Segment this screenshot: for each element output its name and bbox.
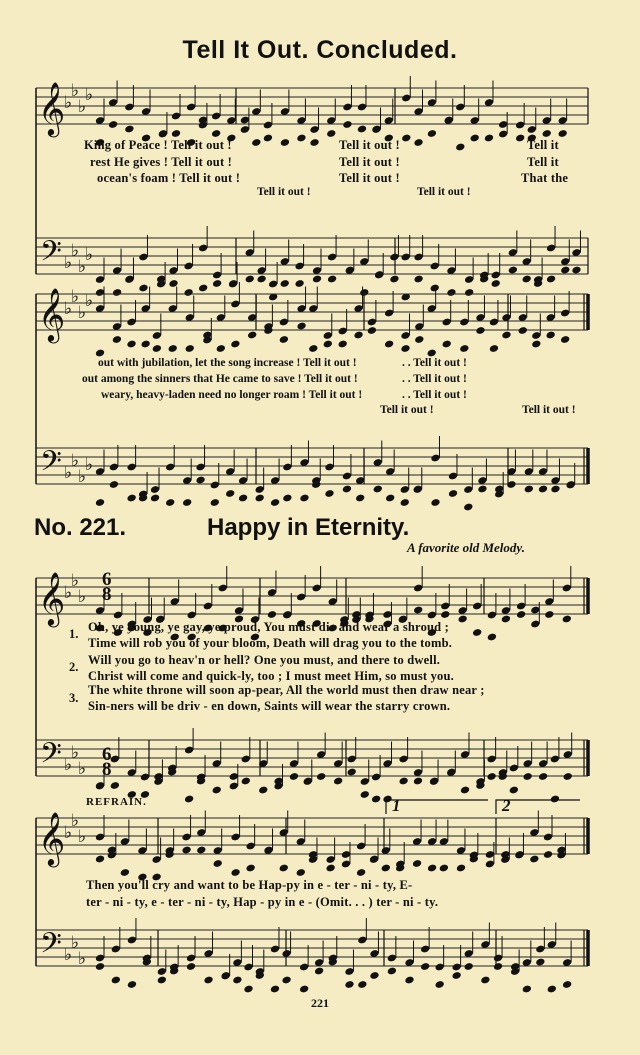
lyric-s1-v2-c: Tell it <box>527 155 559 169</box>
note-head <box>171 129 181 138</box>
note-head <box>299 985 309 994</box>
treble-clef-icon: 𝄞 <box>38 287 66 341</box>
bass-clef-icon: 𝄢 <box>40 235 62 275</box>
note-head <box>413 606 423 615</box>
flat-icon: ♭ <box>71 451 80 471</box>
note-head <box>210 498 220 507</box>
note-head <box>157 976 167 985</box>
note-head <box>524 485 534 494</box>
treble-clef-icon: 𝄞 <box>38 811 66 865</box>
note-head <box>389 275 399 284</box>
note-head <box>111 976 121 985</box>
flat-icon: ♭ <box>78 257 87 277</box>
note-head <box>112 335 122 344</box>
note-head <box>562 615 572 624</box>
note-head <box>230 340 240 349</box>
note-head <box>299 494 309 503</box>
note-head <box>212 279 222 288</box>
lyric-s2-v2-b: . . Tell it out ! <box>402 373 467 385</box>
note-head <box>430 498 440 507</box>
note-head <box>110 781 120 790</box>
note-head <box>571 266 581 275</box>
note-head <box>369 971 379 980</box>
note-head <box>464 962 474 971</box>
note-head <box>196 846 206 855</box>
note-head <box>198 284 208 293</box>
note-head <box>152 344 162 353</box>
flat-icon: ♭ <box>78 303 87 323</box>
note-head <box>95 855 105 864</box>
verse-line-3b: Sin-ners will be driv - en down, Saints will wear the starry crown. <box>88 699 451 713</box>
bass-lyric-s2-b: Tell it out ! <box>522 404 576 416</box>
note-head <box>400 498 410 507</box>
note-head <box>531 340 541 349</box>
lyric-s1-v3-b: Tell it out ! <box>339 171 400 185</box>
note-head <box>333 777 343 786</box>
note-head <box>127 980 137 989</box>
note-head <box>325 864 335 873</box>
note-head <box>296 134 306 143</box>
note-head <box>501 615 511 624</box>
note-head <box>212 786 222 795</box>
note-head <box>427 129 437 138</box>
note-head <box>538 485 548 494</box>
note-head <box>282 494 292 503</box>
note-head <box>294 279 304 288</box>
bass-clef-icon: 𝄢 <box>40 445 62 485</box>
note-head <box>238 494 248 503</box>
note-head <box>279 335 289 344</box>
note-head <box>435 980 445 989</box>
note-head <box>455 143 465 152</box>
verse-line-2a: Will you go to heav'n or hell? One you must, and there to dwell. <box>88 653 441 667</box>
note-head <box>280 138 290 147</box>
note-head <box>367 326 377 335</box>
note-head <box>463 503 473 512</box>
lyric-s1-v3-c: That the <box>521 171 569 185</box>
note-head <box>255 494 265 503</box>
note-head <box>270 498 280 507</box>
flat-icon: ♭ <box>71 81 80 101</box>
note-head <box>360 790 370 799</box>
note-head <box>489 344 499 353</box>
note-head <box>323 340 333 349</box>
note-head <box>213 859 223 868</box>
note-head <box>385 494 395 503</box>
note-head <box>535 958 545 967</box>
note-head <box>446 288 456 297</box>
time-sig-treble: 6 8 <box>102 744 112 780</box>
note-head <box>442 340 452 349</box>
lyric-s2-v1-b: . . Tell it out ! <box>402 357 467 369</box>
note-head <box>308 344 318 353</box>
flat-icon: ♭ <box>71 933 80 953</box>
flat-icon: ♭ <box>78 949 87 969</box>
page-number: 221 <box>311 996 329 1010</box>
flat-icon: ♭ <box>71 811 80 831</box>
flat-icon: ♭ <box>64 253 73 273</box>
note-head <box>182 498 192 507</box>
lyric-s1-v1-a: King of Peace ! Tell it out ! <box>84 138 232 152</box>
flat-icon: ♭ <box>64 463 73 483</box>
note-head <box>356 868 366 877</box>
note-head <box>381 864 391 873</box>
flat-icon: ♭ <box>71 743 80 763</box>
note-head <box>529 855 539 864</box>
treble-clef-icon: 𝄞 <box>38 571 66 625</box>
note-head <box>327 275 337 284</box>
note-head <box>464 288 474 297</box>
note-head <box>309 138 319 147</box>
note-head <box>509 786 519 795</box>
flat-icon: ♭ <box>64 93 73 113</box>
note-head <box>186 962 196 971</box>
verse-number-2: 2. <box>69 660 79 674</box>
refrain-line-1: Then you'll cry and want to be Hap-py in e - ter - ni - ty, E- <box>86 878 413 892</box>
note-head <box>195 476 205 485</box>
time-sig-treble-top: 6 8 <box>102 569 112 605</box>
note-head <box>355 494 365 503</box>
note-head <box>448 489 458 498</box>
note-head <box>124 125 134 134</box>
note-head <box>501 331 511 340</box>
flat-icon: ♭ <box>64 299 73 319</box>
verse-line-1a: Oh, ye young, ye gay, ye proud, You must die and wear a shroud ; <box>88 620 450 634</box>
lyric-s1-v2-b: Tell it out ! <box>339 155 400 169</box>
note-head <box>247 331 257 340</box>
note-head <box>216 344 226 353</box>
note-head <box>413 138 423 147</box>
note-head <box>232 976 242 985</box>
note-head <box>225 489 235 498</box>
note-head <box>241 777 251 786</box>
note-head <box>258 786 268 795</box>
note-head <box>326 129 336 138</box>
lyric-s1-v1-b: Tell it out ! <box>339 138 400 152</box>
note-head <box>184 795 194 804</box>
note-head <box>181 846 191 855</box>
note-head <box>312 275 322 284</box>
note-head <box>150 494 160 503</box>
note-head <box>543 850 553 859</box>
flat-icon: ♭ <box>71 571 80 591</box>
note-head <box>270 985 280 994</box>
note-head <box>314 967 324 976</box>
note-head <box>420 962 430 971</box>
note-head <box>316 772 326 781</box>
ending-2-label: 2 <box>502 796 511 815</box>
note-head <box>95 498 105 507</box>
note-head <box>460 786 470 795</box>
note-head <box>126 494 136 503</box>
note-head <box>560 335 570 344</box>
note-head <box>344 980 354 989</box>
note-head <box>440 610 450 619</box>
note-head <box>373 485 383 494</box>
note-head <box>414 335 424 344</box>
bass-clef-icon: 𝄢 <box>40 737 62 777</box>
note-head <box>413 275 423 284</box>
hymn-number: No. 221. <box>34 514 127 541</box>
flat-icon: ♭ <box>64 945 73 965</box>
note-head <box>508 266 518 275</box>
note-head <box>112 288 122 297</box>
note-head <box>470 134 480 143</box>
note-head <box>342 485 352 494</box>
note-head <box>384 340 394 349</box>
note-head <box>243 985 253 994</box>
note-head <box>400 344 410 353</box>
flat-icon: ♭ <box>85 455 94 475</box>
note-head <box>168 344 178 353</box>
note-head <box>353 331 363 340</box>
note-head <box>371 795 381 804</box>
note-head <box>427 864 437 873</box>
lyric-s2-v3-b: . . Tell it out ! <box>402 389 467 401</box>
note-head <box>493 962 503 971</box>
hymn-subtitle: A favorite old Melody. <box>407 540 525 555</box>
note-head <box>475 326 485 335</box>
note-head <box>263 134 273 143</box>
lyric-s1-v2-a: rest He gives ! Tell it out ! <box>90 155 233 169</box>
note-head <box>404 976 414 985</box>
note-head <box>518 326 528 335</box>
flat-icon: ♭ <box>78 827 87 847</box>
note-head <box>522 275 532 284</box>
note-head <box>140 340 150 349</box>
note-head <box>246 864 256 873</box>
note-head <box>515 134 525 143</box>
note-head <box>562 980 572 989</box>
ending-bracket-1 <box>386 800 488 814</box>
note-head <box>387 967 397 976</box>
note-head <box>451 971 461 980</box>
note-head <box>558 129 568 138</box>
note-head <box>546 275 556 284</box>
note-head <box>472 628 482 637</box>
flat-icon: ♭ <box>78 587 87 607</box>
note-head <box>296 868 306 877</box>
note-head <box>491 279 501 288</box>
bass-clef-icon: 𝄢 <box>40 927 62 967</box>
lyric-s2-v1-a: out with jubilation, let the song increase ! Tell it out ! <box>98 357 357 369</box>
note-head <box>458 615 468 624</box>
bass-lyric-s1-a: Tell it out ! <box>257 186 311 198</box>
page-title: Tell It Out. Concluded. <box>182 36 458 64</box>
flat-icon: ♭ <box>85 291 94 311</box>
note-head <box>550 795 560 804</box>
note-head <box>211 129 221 138</box>
note-head <box>398 777 408 786</box>
note-head <box>563 772 573 781</box>
note-head <box>401 134 411 143</box>
verse-line-2b: Christ will come and quick-ly, too ; I must meet Him, so must you. <box>88 669 454 683</box>
note-head <box>486 772 496 781</box>
note-head <box>256 275 266 284</box>
ending-1-label: 1 <box>392 796 401 815</box>
note-head <box>542 129 552 138</box>
note-head <box>456 864 466 873</box>
flat-icon: ♭ <box>64 755 73 775</box>
flat-icon: ♭ <box>78 467 87 487</box>
note-head <box>459 344 469 353</box>
bass-lyric-s2-a: Tell it out ! <box>380 404 434 416</box>
flat-icon: ♭ <box>78 97 87 117</box>
note-head <box>560 266 570 275</box>
note-head <box>183 288 193 297</box>
note-head <box>289 772 299 781</box>
note-head <box>138 284 148 293</box>
verse-line-1b: Time will rob you of your bloom, Death will drag you to the tomb. <box>88 636 453 650</box>
treble-clef-icon: 𝄞 <box>38 81 66 135</box>
note-head <box>545 331 555 340</box>
refrain-label: REFRAIN. <box>86 796 147 808</box>
note-head <box>547 985 557 994</box>
note-head <box>108 120 118 129</box>
lyric-s1-v3-a: ocean's foam ! Tell it out ! <box>97 171 241 185</box>
note-head <box>203 976 213 985</box>
note-head <box>484 134 494 143</box>
flat-icon: ♭ <box>64 583 73 603</box>
note-head <box>342 120 352 129</box>
note-head <box>251 138 261 147</box>
note-head <box>280 279 290 288</box>
verse-number-3: 3. <box>69 691 79 705</box>
note-head <box>347 768 357 777</box>
note-head <box>120 868 130 877</box>
note-head <box>413 777 423 786</box>
flat-icon: ♭ <box>71 241 80 261</box>
note-head <box>538 772 548 781</box>
note-head <box>126 340 136 349</box>
note-head <box>522 985 532 994</box>
note-head <box>544 610 554 619</box>
note-head <box>185 344 195 353</box>
note-head <box>357 125 367 134</box>
note-head <box>95 962 105 971</box>
lyric-s2-v2-a: out among the sinners that He came to save ! Tell it out ! <box>82 373 358 385</box>
flat-icon: ♭ <box>85 85 94 105</box>
note-head <box>516 610 526 619</box>
note-head <box>430 284 440 293</box>
note-head <box>487 633 497 642</box>
note-head <box>296 322 306 331</box>
flat-icon: ♭ <box>85 245 94 265</box>
note-head <box>324 489 334 498</box>
note-head <box>279 864 289 873</box>
bass-lyric-s1-b: Tell it out ! <box>417 186 471 198</box>
flat-icon: ♭ <box>64 823 73 843</box>
note-head <box>439 864 449 873</box>
note-head <box>412 859 422 868</box>
note-head <box>230 868 240 877</box>
note-head <box>165 498 175 507</box>
hymn-title: Happy in Eternity. <box>207 514 410 541</box>
note-head <box>338 340 348 349</box>
verse-number-1: 1. <box>69 627 79 641</box>
flat-icon: ♭ <box>78 759 87 779</box>
note-head <box>480 976 490 985</box>
note-head <box>245 275 255 284</box>
flat-icon: ♭ <box>71 287 80 307</box>
verse-line-3a: The white throne will soon ap-pear, All the world must then draw near ; <box>88 683 485 697</box>
note-head <box>109 480 119 489</box>
note-head <box>477 485 487 494</box>
note-head <box>550 485 560 494</box>
note-head <box>357 980 367 989</box>
lyric-s2-v3-a: weary, heavy-laden need no longer roam ! Tell it out ! <box>101 389 363 401</box>
note-head <box>267 610 277 619</box>
refrain-line-2: ter - ni - ty, e - ter - ni - ty, Hap - py in e - (Omit. . . ) ter - ni - ty. <box>86 895 439 909</box>
note-head <box>281 976 291 985</box>
lyric-s1-v1-c: Tell it <box>527 138 559 152</box>
note-head <box>523 772 533 781</box>
